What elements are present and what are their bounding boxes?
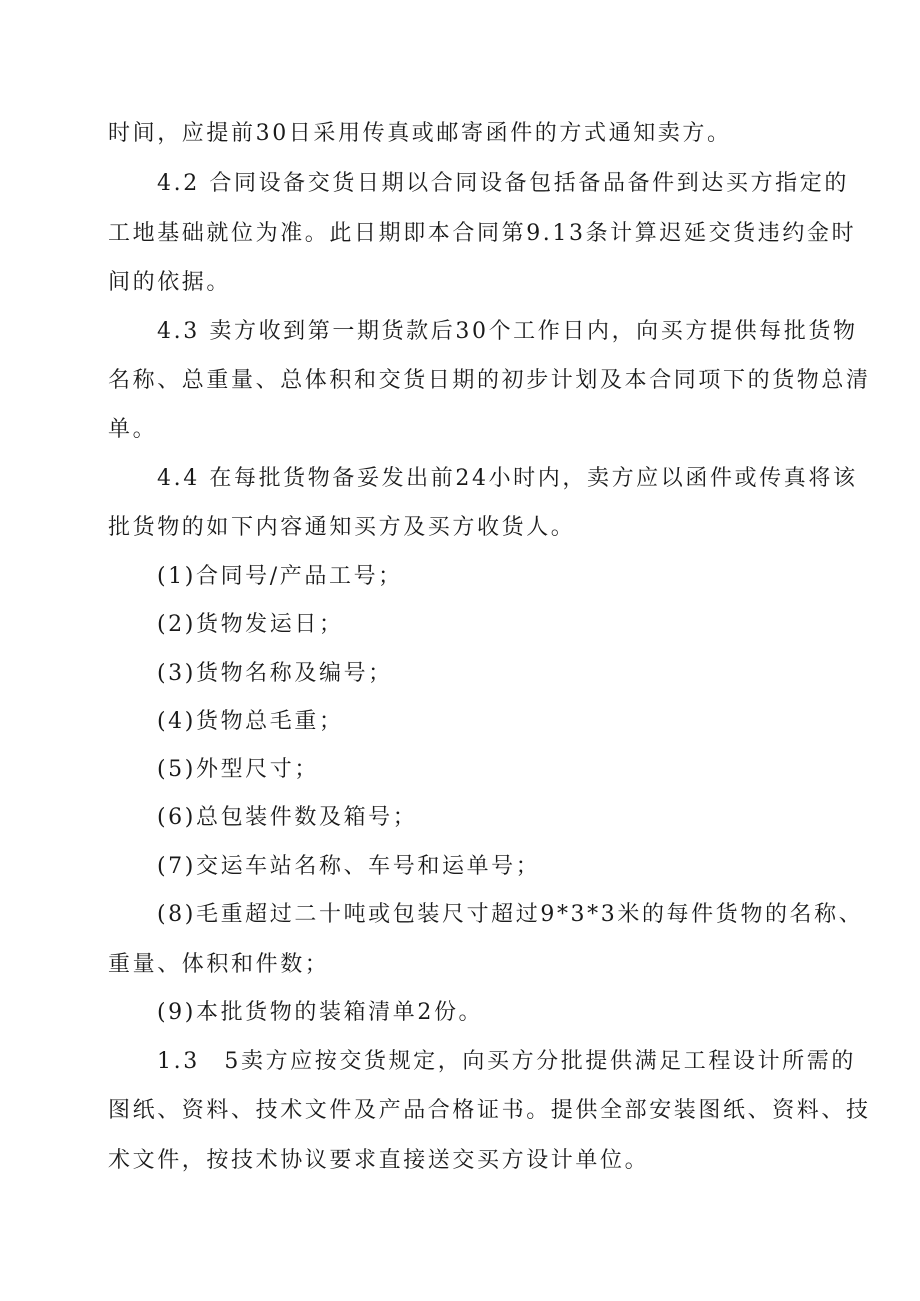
text-line: 工地基础就位为准。此日期即本合同第9.13条计算迟延交货违约金时 — [108, 221, 857, 246]
list-item-2: (2)货物发运日； — [157, 612, 344, 637]
clause-4-2: 4.2 合同设备交货日期以合同设备包括备品备件到达买方指定的 — [157, 171, 849, 196]
list-item-7: (7)交运车站名称、车号和运单号； — [157, 854, 541, 879]
text-line: 时间，应提前30日采用传真或邮寄函件的方式通知卖方。 — [108, 121, 732, 146]
list-item-1: (1)合同号/产品工号； — [157, 564, 403, 589]
list-item-8: (8)毛重超过二十吨或包装尺寸超过9*3*3米的每件货物的名称、 — [157, 902, 864, 927]
text-line: 名称、总重量、总体积和交货日期的初步计划及本合同项下的货物总清 — [108, 368, 871, 393]
text-line: 单。 — [108, 417, 158, 442]
text-line: 批货物的如下内容通知买方及买方收货人。 — [108, 515, 576, 540]
text-line: 图纸、资料、技术文件及产品合格证书。提供全部安装图纸、资料、技 — [108, 1098, 871, 1123]
clause-4-4: 4.4 在每批货物备妥发出前24小时内，卖方应以函件或传真将该 — [157, 466, 858, 491]
list-item-9: (9)本批货物的装箱清单2份。 — [157, 1000, 484, 1025]
list-item-4: (4)货物总毛重； — [157, 709, 344, 734]
list-item-3: (3)货物名称及编号； — [157, 661, 393, 686]
text-line: 重量、体积和件数； — [108, 952, 330, 977]
text-line: 间的依据。 — [108, 270, 232, 295]
clause-1-3-5: 1.3 5卖方应按交货规定，向买方分批提供满足工程设计所需的 — [157, 1049, 856, 1074]
text-line: 术文件，按技术协议要求直接送交买方设计单位。 — [108, 1148, 650, 1173]
list-item-5: (5)外型尺寸； — [157, 757, 319, 782]
list-item-6: (6)总包装件数及箱号； — [157, 805, 418, 830]
clause-4-3: 4.3 卖方收到第一期货款后30个工作日内，向买方提供每批货物 — [157, 319, 858, 344]
